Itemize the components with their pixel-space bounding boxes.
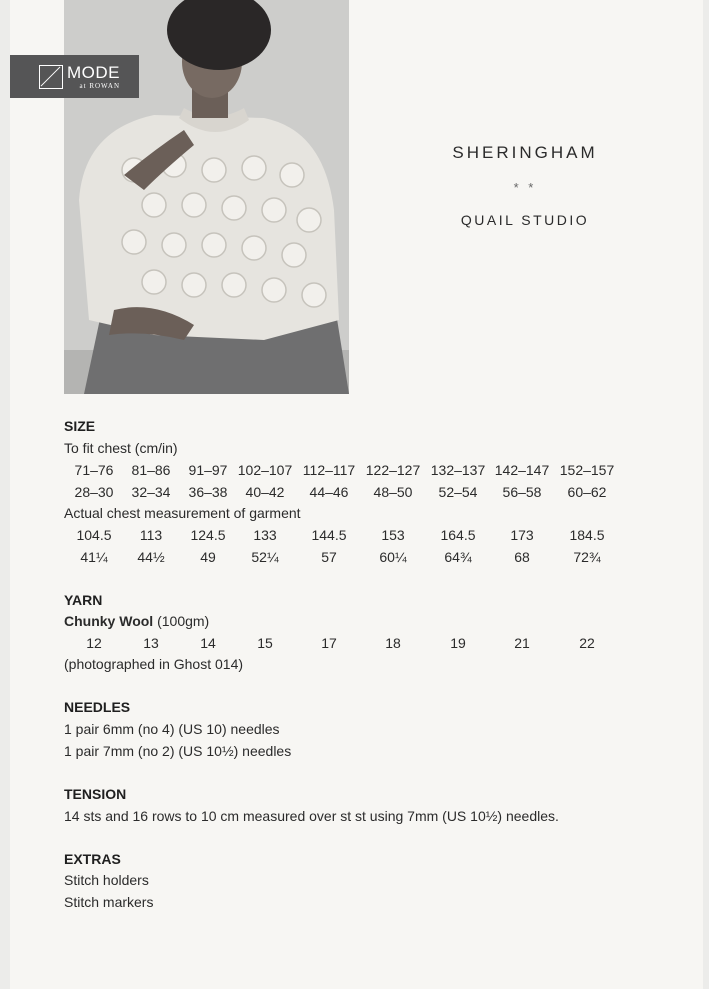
tension-heading: TENSION bbox=[64, 786, 127, 802]
ball-count: 17 bbox=[321, 635, 337, 651]
extras-heading: EXTRAS bbox=[64, 851, 121, 867]
size-cell: 113 bbox=[139, 527, 163, 543]
size-cell: 122–127 bbox=[365, 462, 421, 478]
yarn-balls-row bbox=[0, 635, 709, 655]
ball-count: 15 bbox=[257, 635, 273, 651]
ball-count: 13 bbox=[143, 635, 159, 651]
size-cell: 40–42 bbox=[245, 484, 285, 500]
size-cell: 164.5 bbox=[440, 527, 476, 543]
fit-chest-label: To fit chest (cm/in) bbox=[64, 440, 178, 456]
size-cell: 32–34 bbox=[131, 484, 171, 500]
size-in-row bbox=[0, 484, 709, 504]
size-cell: 60¼ bbox=[379, 549, 407, 565]
tension-text: 14 sts and 16 rows to 10 cm measured over st st using 7mm (US 10½) needles. bbox=[64, 808, 559, 824]
size-cell: 102–107 bbox=[237, 462, 293, 478]
yarn-name-line bbox=[64, 613, 209, 629]
ball-count: 18 bbox=[385, 635, 401, 651]
size-cell: 60–62 bbox=[567, 484, 607, 500]
size-heading: SIZE bbox=[64, 418, 96, 434]
needles-heading: NEEDLES bbox=[64, 699, 131, 715]
size-cell: 112–117 bbox=[302, 462, 356, 478]
size-cell: 144.5 bbox=[311, 527, 347, 543]
ball-count: 19 bbox=[450, 635, 466, 651]
size-cell: 72¾ bbox=[573, 549, 601, 565]
size-cm-row bbox=[0, 462, 709, 482]
size-cell: 71–76 bbox=[74, 462, 114, 478]
size-cell: 64¾ bbox=[444, 549, 472, 565]
actual-in-row bbox=[0, 549, 709, 569]
size-cell: 152–157 bbox=[559, 462, 615, 478]
size-cell: 48–50 bbox=[373, 484, 413, 500]
size-cell: 184.5 bbox=[569, 527, 605, 543]
size-cell: 153 bbox=[381, 527, 405, 543]
size-cell: 173 bbox=[510, 527, 534, 543]
size-cell: 133 bbox=[253, 527, 277, 543]
size-cell: 68 bbox=[514, 549, 530, 565]
size-cell: 104.5 bbox=[76, 527, 112, 543]
size-cell: 57 bbox=[321, 549, 337, 565]
size-cell: 36–38 bbox=[188, 484, 228, 500]
designer-name: QUAIL STUDIO bbox=[460, 212, 590, 228]
ball-count: 21 bbox=[514, 635, 530, 651]
yarn-note: (photographed in Ghost 014) bbox=[64, 656, 244, 672]
yarn-heading: YARN bbox=[64, 592, 103, 608]
extras-item: Stitch holders bbox=[64, 872, 149, 888]
size-cell: 132–137 bbox=[430, 462, 486, 478]
size-cell: 49 bbox=[200, 549, 216, 565]
needles-item: 1 pair 6mm (no 4) (US 10) needles bbox=[64, 721, 280, 737]
size-cell: 52–54 bbox=[438, 484, 478, 500]
pattern-title: SHERINGHAM bbox=[452, 143, 598, 162]
difficulty-rating: * * bbox=[513, 180, 537, 195]
logo-mark-icon bbox=[39, 65, 63, 89]
logo-text bbox=[67, 64, 120, 90]
size-cell: 81–86 bbox=[131, 462, 171, 478]
ball-count: 14 bbox=[200, 635, 216, 651]
actual-chest-label: Actual chest measurement of garment bbox=[64, 505, 301, 521]
ball-count: 22 bbox=[579, 635, 595, 651]
size-cell: 52¼ bbox=[251, 549, 279, 565]
size-cell: 124.5 bbox=[190, 527, 226, 543]
extras-item: Stitch markers bbox=[64, 894, 154, 910]
logo-word: MODE bbox=[67, 62, 120, 82]
needles-item: 1 pair 7mm (no 2) (US 10½) needles bbox=[64, 743, 292, 759]
size-cell: 41¼ bbox=[80, 549, 108, 565]
yarn-weight: (100gm) bbox=[157, 613, 210, 629]
size-cell: 28–30 bbox=[74, 484, 114, 500]
ball-count: 12 bbox=[86, 635, 102, 651]
size-cell: 56–58 bbox=[502, 484, 542, 500]
size-cell: 44½ bbox=[137, 549, 165, 565]
yarn-name: Chunky Wool bbox=[64, 613, 154, 629]
size-cell: 91–97 bbox=[188, 462, 228, 478]
size-cell: 142–147 bbox=[494, 462, 550, 478]
size-cell: 44–46 bbox=[309, 484, 349, 500]
mode-rowan-logo bbox=[10, 55, 139, 98]
logo-subtitle: at ROWAN bbox=[79, 81, 120, 90]
actual-cm-row bbox=[0, 527, 709, 547]
